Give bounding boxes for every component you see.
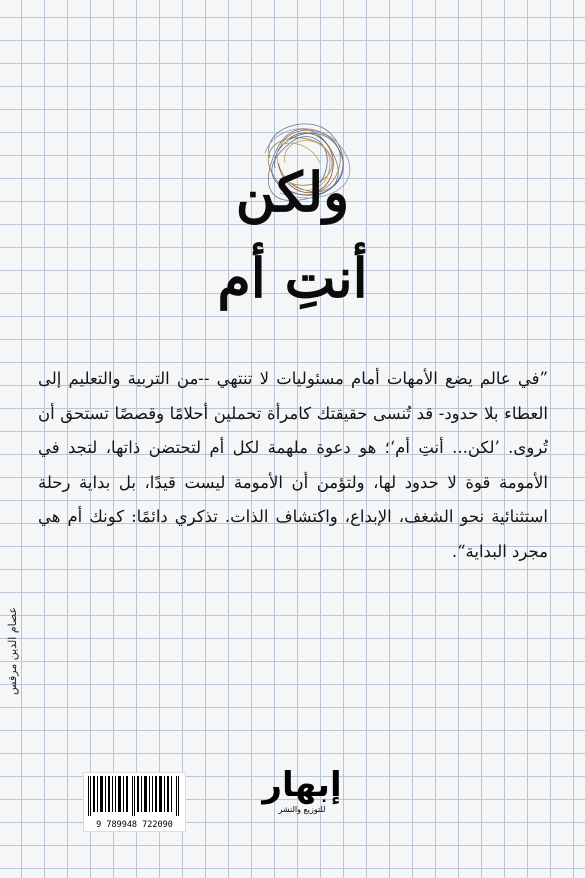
book-title-line2: أنتِ أم — [217, 246, 368, 310]
barcode-bars — [88, 776, 181, 816]
publisher-tagline: للتوزيع والنشر — [278, 805, 326, 814]
back-cover-blurb: ”في عالم يضع الأمهات أمام مسئوليات لا تنتهي --من التربية والتعليم إلى العطاء بلا حدود- قد تُنسى حقيقتك كامرأة تحملين أحلامًا وقصصًا تستحق أن تُروى. ’لكن... أنتِ أم‘؛ هو دعوة ملهمة لكل أم لتحتضن ذاتها، لتجد في الأمومة قوة لا حدود لها، ولتؤمن أن الأمومة ليست قيدًا، بل بداية رحلة استثنائية نحو الشغف، الإبداع، واكتشاف الذات. تذكري دائمًا: كونك أم هي مجرد البداية“. — [38, 369, 548, 561]
publisher-name: إبهار — [262, 765, 342, 805]
isbn-barcode — [83, 772, 186, 832]
author-signature: عصام الدين مرقس — [6, 606, 19, 695]
isbn-number: 9 789948 722090 — [96, 820, 173, 830]
book-title-line1: ولكن — [235, 160, 350, 224]
publisher-logo — [262, 765, 342, 827]
